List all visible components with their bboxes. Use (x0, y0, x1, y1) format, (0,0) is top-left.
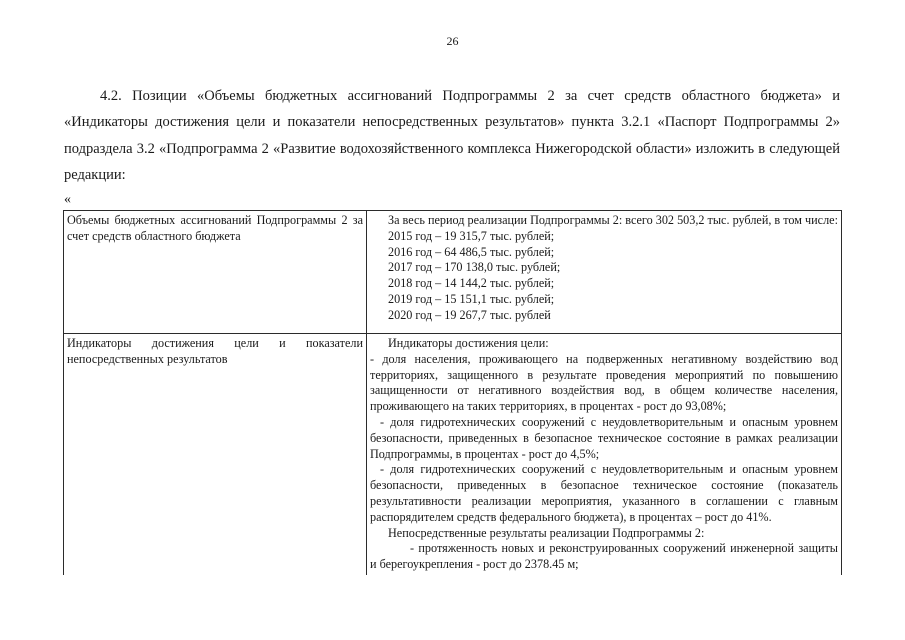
indicators-value-cell (367, 334, 842, 575)
budget-year-2019: 2019 год – 15 151,1 тыс. рублей; (388, 291, 555, 306)
indicator-item-1: - доля населения, проживающего на подверженных негативному воздействию вод территориях, защищенного в результате проведения мероприятий по повышению защищенности от негативного воздействия вод, в общем количестве населения, проживающего на таких территориях, в процентах - рост до 93,08%; (370, 351, 838, 414)
table-row-indicators (64, 334, 842, 575)
indicators-label-cell (64, 334, 367, 575)
opening-quote-mark: « (64, 192, 71, 207)
budget-label: Объемы бюджетных ассигнований Подпрограммы 2 за счет средств областного бюджета (67, 213, 363, 243)
budget-year-2015: 2015 год – 19 315,7 тыс. рублей; (388, 228, 555, 243)
intro-text: 4.2. Позиции «Объемы бюджетных ассигнований Подпрограммы 2 за счет средств областного бюджета» и «Индикаторы достижения цели и показатели непосредственных результатов» пункта 3.2.1 «Паспорт Подпрограммы 2» подраздела 3.2 «Подпрограмма 2 «Развитие водохозяйственного комплекса Нижегородской области» изложить в следующей редакции: (64, 88, 840, 183)
indicator-item-2: - доля гидротехнических сооружений с неудовлетворительным и опасным уровнем безопасности, приведенных в безопасное техническое состояние в рамках реализации Подпрограммы, в процентах - рост до 4,5%; (370, 414, 838, 461)
budget-total: За весь период реализации Подпрограммы 2: всего 302 503,2 тыс. рублей, в том числе: (388, 213, 838, 227)
budget-value-cell (367, 211, 842, 334)
passport-table (63, 210, 842, 575)
budget-year-2016: 2016 год – 64 486,5 тыс. рублей; (388, 244, 555, 259)
page-number: 26 (446, 34, 459, 48)
budget-year-2017: 2017 год – 170 138,0 тыс. рублей; (388, 260, 561, 275)
indicators-heading: Индикаторы достижения цели: (388, 336, 549, 350)
results-heading: Непосредственные результаты реализации Подпрограммы 2: (388, 525, 705, 540)
intro-paragraph (64, 83, 840, 188)
indicator-item-3: - доля гидротехнических сооружений с неудовлетворительным и опасным уровнем безопасности, приведенных в безопасное техническое состояние (показатель результативности реализации мероприятия, указанного в соглашении с главным распорядителем средств федерального бюджета), в процентах – рост до 41%. (370, 462, 838, 524)
budget-year-2018: 2018 год – 14 144,2 тыс. рублей; (388, 276, 555, 291)
table-row-budget (64, 211, 842, 334)
budget-year-2020: 2020 год – 19 267,7 тыс. рублей (388, 307, 551, 322)
result-item-1: - протяженность новых и реконструированных сооружений инженерной защиты и берегоукрепления - рост до 2378.45 м; (370, 541, 838, 572)
budget-label-cell (64, 211, 367, 334)
indicators-label: Индикаторы достижения цели и показатели непосредственных результатов (67, 336, 363, 366)
